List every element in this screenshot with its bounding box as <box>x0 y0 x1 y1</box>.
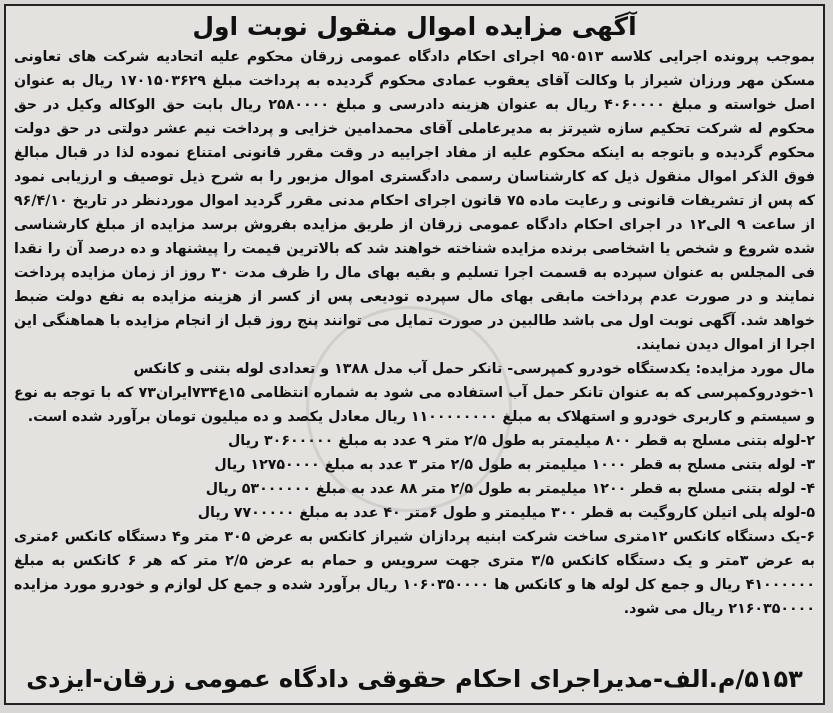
list-item: ۵-لوله پلی اتیلن کاروگیت به قطر ۳۰۰ میلیمتر و طول ۶متر ۴۰ عدد به مبلغ ۷۷۰۰۰۰۰ ریال <box>197 505 815 521</box>
list-item: ۶-یک دستگاه کانکس ۱۲متری ساخت شرکت ابنیه پردازان شیراز کانکس به عرض ۳۰۵ متر و۴ دستگاه کانکس ۶متری به عرض ۳متر و یک دستگاه کانکس ۳/۵ متری جهت سرویس و حمام به عرض ۲/۵ متر که هر ۶ کانکس به مبلغ ۴۱۰۰۰۰۰۰ ریال و جمع کل لوله ها و کانکس ها ۱۰۶۰۳۵۰۰۰۰ ریال برآورد شده و جمع کل لوازم و خودرو مورد مزایده ۲۱۶۰۳۵۰۰۰۰ ریال می شود. <box>14 529 816 617</box>
notice-body <box>6 45 823 357</box>
list-item: ۳- لوله بتنی مسلح به قطر ۱۰۰۰ میلیمتر به طول ۲/۵ متر ۳ عدد به مبلغ ۱۲۷۵۰۰۰۰ ریال <box>214 457 815 473</box>
list-item: ۱-خودروکمپرسی که به عنوان تانکر حمل آب استفاده می شود به شماره انتظامی ۱۵ع۷۳۴ایران۷۳ که با توجه به نوع و سیستم و کاربری خودرو و استهلاک به مبلغ ۱۱۰۰۰۰۰۰۰۰ ریال معادل یکصد و ده میلیون تومان برآورد شده است. <box>14 385 816 425</box>
notice-signature: ۵۱۵۳/م.الف-مدیراجرای احکام حقوقی دادگاه عمومی زرقان-ایزدی <box>26 665 803 693</box>
notice-title: آگهی مزایده اموال منقول نوبت اول <box>192 12 637 41</box>
auction-items-list <box>6 357 823 621</box>
list-item: مال مورد مزایده: یکدستگاه خودرو کمپرسی- تانکر حمل آب مدل ۱۳۸۸ و تعدادی لوله بتنی و کانکس <box>133 361 815 377</box>
notice-body-text: بموجب پرونده اجرایی کلاسه ۹۵۰۵۱۳ اجرای احکام دادگاه عمومی زرقان محکوم علیه اتحادیه شرکت های تعاونی مسکن مهر ورزان شیراز با وکالت آقای یعقوب عمادی محکوم گردیده به پرداخت مبلغ ۱۷۰۱۵۰۳۶۲۹ ریال به عنوان اصل خواسته و مبلغ ۴۰۶۰۰۰۰ ریال به عنوان هزینه دادرسی و مبلغ ۲۵۸۰۰۰۰ ریال بابت حق الوکاله وکیل در حق محکوم له شرکت تحکیم سازه شیرتز به مدیرعاملی آقای محمدامین خزایی و پرداخت نیم عشر دولتی در حق دولت محکوم گردیده و باتوجه به اینکه محکوم علیه از مفاد اجراییه در وقت مقرر قانونی امتناع نموده لذا در قبال مبالغ فوق الذکر اموال منقول ذیل که کارشناسان رسمی دادگستری اموال مزبور را به شرح ذیل توصیف و ارزیابی نمود که پس از تشریفات قانونی و رعایت ماده ۷۵ قانون اجرای احکام مدنی مقرر گردید اموال موردنظر در تاریخ ۹۶/۴/۱۰ از ساعت ۹ الی۱۲ در اجرای احکام دادگاه عمومی زرقان از طریق مزایده بفروش برسد مزایده از مبلغ کارشناسی شده شروع و شخص یا اشخاصی برنده مزایده شناخته خواهند شد که بالاترین قیمت را پیشنهاد و ده درصد آن را نقدا فی المجلس به عنوان سپرده به قسمت اجرا تسلیم و بقیه بهای مال را ظرف مدت ۳۰ روز از زمان مزایده پرداخت نمایند و در صورت عدم پرداخت مابقی بهای مال سپرده تودیعی پس از کسر از هزینه مزایده به نفع دولت ضبط خواهد شد. آگهی نوبت اول می باشد طالبین در صورت تمایل می توانند پنج روز قبل از انجام مزایده با هماهنگی این اجرا از اموال دیدن نمایند. <box>14 49 816 353</box>
list-item: ۴- لوله بتنی مسلح به قطر ۱۲۰۰ میلیمتر به طول ۲/۵ متر ۸۸ عدد به مبلغ ۵۳۰۰۰۰۰۰ ریال <box>205 481 815 497</box>
list-item: ۲-لوله بتنی مسلح به قطر ۸۰۰ میلیمتر به طول ۲/۵ متر ۹ عدد به مبلغ ۳۰۶۰۰۰۰۰ ریال <box>227 433 815 449</box>
auction-notice <box>4 4 825 705</box>
